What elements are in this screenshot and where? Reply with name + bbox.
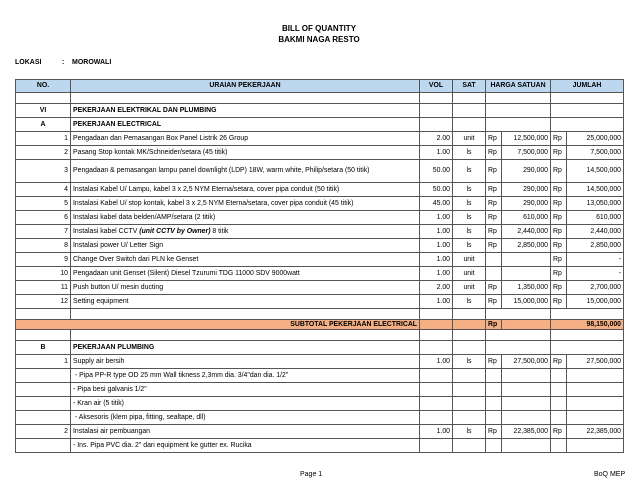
item-currency: Rp xyxy=(486,239,502,253)
item-price: 27,500,000 xyxy=(502,355,551,369)
item-total: 610,000 xyxy=(567,211,624,225)
item-total: 14,500,000 xyxy=(567,160,624,183)
item-currency: Rp xyxy=(486,197,502,211)
item-vol: 2.00 xyxy=(420,132,453,146)
item-sat: ls xyxy=(453,160,486,183)
item-price xyxy=(502,253,551,267)
item-currency: Rp xyxy=(551,211,567,225)
item-currency: Rp xyxy=(551,425,567,439)
item-sat: ls xyxy=(453,183,486,197)
item-sat: ls xyxy=(453,425,486,439)
item-no: 3 xyxy=(16,160,71,183)
item-total: 15,000,000 xyxy=(567,295,624,309)
item-currency: Rp xyxy=(551,281,567,295)
table-row xyxy=(16,197,624,211)
boq-table xyxy=(15,79,624,453)
table-row xyxy=(16,211,624,225)
item-sat: ls xyxy=(453,146,486,160)
table-row xyxy=(16,425,624,439)
item-price: 290,000 xyxy=(502,160,551,183)
item-total: 22,385,000 xyxy=(567,425,624,439)
item-price: 12,500,000 xyxy=(502,132,551,146)
item-sat: ls xyxy=(453,211,486,225)
footer-label: BoQ MEP xyxy=(594,471,626,478)
item-total: 13,050,000 xyxy=(567,197,624,211)
sub-item-desc: - Ins. Pipa PVC dia. 2" dari equipment ke gutter ex. Rucika xyxy=(71,439,420,453)
item-total: 2,440,000 xyxy=(567,225,624,239)
item-total: 7,500,000 xyxy=(567,146,624,160)
location-separator: : xyxy=(62,59,65,66)
table-row xyxy=(16,253,624,267)
item-vol: 1.00 xyxy=(420,239,453,253)
sub-item-row xyxy=(16,369,624,383)
item-sat: ls xyxy=(453,355,486,369)
sub-item-desc: - Pipa PP-R type OD 25 mm Wall tikness 2,3mm dia. 3/4"dan dia. 1/2" xyxy=(71,369,420,383)
item-desc: Instalasi Kabel U/ Lampu, kabel 3 x 2,5 NYM Eterna/setara, cover pipa conduit (50 titik) xyxy=(71,183,420,197)
item-currency: Rp xyxy=(486,281,502,295)
header-vol: VOL xyxy=(420,80,453,93)
item-sat: unit xyxy=(453,281,486,295)
item-no: 10 xyxy=(16,267,71,281)
header-no: NO. xyxy=(16,80,71,93)
item-desc: Instalasi Kabel U/ stop kontak, kabel 3 x 2,5 NYM Eterna/setara, cover pipa conduit (45 titik) xyxy=(71,197,420,211)
table-row xyxy=(16,160,624,183)
item-desc: Instalasi air pembuangan xyxy=(71,425,420,439)
table-row xyxy=(16,183,624,197)
table-row xyxy=(16,239,624,253)
location-value: MOROWALI xyxy=(72,59,112,66)
item-desc: Setting equipment xyxy=(71,295,420,309)
item-no: 9 xyxy=(16,253,71,267)
item-currency: Rp xyxy=(551,146,567,160)
item-total: 2,700,000 xyxy=(567,281,624,295)
sub-item-desc: - Aksesoris (klem pipa, fitting, sealtape, dll) xyxy=(71,411,420,425)
item-currency: Rp xyxy=(486,295,502,309)
item-currency: Rp xyxy=(551,225,567,239)
section-no: VI xyxy=(16,104,71,118)
item-desc-part: Instalasi kabel CCTV xyxy=(73,227,140,235)
table-row xyxy=(16,355,624,369)
item-currency: Rp xyxy=(486,355,502,369)
item-desc: Pengadaan & pemasangan lampu panel downlight (LDP) 18W, warm white, Philip/setara (50 titik) xyxy=(71,160,420,183)
item-currency: Rp xyxy=(551,160,567,183)
item-total: - xyxy=(567,267,624,281)
item-currency: Rp xyxy=(486,132,502,146)
item-desc-part: 8 titik xyxy=(210,227,229,235)
item-vol: 1.00 xyxy=(420,295,453,309)
table-row xyxy=(16,225,624,239)
item-desc: Instalasi power U/ Letter Sign xyxy=(71,239,420,253)
header-sat: SAT xyxy=(453,80,486,93)
item-price: 7,500,000 xyxy=(502,146,551,160)
item-currency xyxy=(486,253,502,267)
header-desc: URAIAN PEKERJAAN xyxy=(71,80,420,93)
section-title: PEKERJAAN ELECTRICAL xyxy=(71,118,420,132)
spacer-row xyxy=(16,309,624,320)
sub-item-row xyxy=(16,397,624,411)
item-price: 290,000 xyxy=(502,183,551,197)
header-unit-price: HARGA SATUAN xyxy=(486,80,551,93)
subtotal-value: 98,150,000 xyxy=(551,320,624,330)
item-sat: unit xyxy=(453,267,486,281)
sub-item-row xyxy=(16,411,624,425)
item-vol: 2.00 xyxy=(420,281,453,295)
spacer-row xyxy=(16,330,624,341)
item-vol: 50.00 xyxy=(420,160,453,183)
sub-item-desc: - Pipa besi galvanis 1/2" xyxy=(71,383,420,397)
item-vol: 1.00 xyxy=(420,253,453,267)
item-sat: ls xyxy=(453,197,486,211)
item-vol: 45.00 xyxy=(420,197,453,211)
item-sat: ls xyxy=(453,225,486,239)
item-price xyxy=(502,267,551,281)
item-currency: Rp xyxy=(551,267,567,281)
item-no: 4 xyxy=(16,183,71,197)
item-desc: Push button U/ mesin ducting xyxy=(71,281,420,295)
item-currency: Rp xyxy=(486,146,502,160)
section-title: PEKERJAAN PLUMBING xyxy=(71,341,420,355)
item-price: 1,350,000 xyxy=(502,281,551,295)
item-sat: ls xyxy=(453,239,486,253)
section-a-row xyxy=(16,118,624,132)
item-vol: 1.00 xyxy=(420,211,453,225)
item-no: 7 xyxy=(16,225,71,239)
item-currency: Rp xyxy=(551,355,567,369)
item-no: 1 xyxy=(16,355,71,369)
sub-item-row xyxy=(16,439,624,453)
table-row xyxy=(16,281,624,295)
item-price: 610,000 xyxy=(502,211,551,225)
item-currency: Rp xyxy=(486,183,502,197)
item-price: 2,440,000 xyxy=(502,225,551,239)
item-no: 11 xyxy=(16,281,71,295)
item-currency: Rp xyxy=(551,253,567,267)
item-no: 12 xyxy=(16,295,71,309)
item-vol: 1.00 xyxy=(420,225,453,239)
sub-item-row xyxy=(16,383,624,397)
item-total: - xyxy=(567,253,624,267)
item-desc-emphasis: (unit CCTV by Owner) xyxy=(139,227,211,235)
header-total: JUMLAH xyxy=(551,80,624,93)
spacer-row xyxy=(16,93,624,104)
item-price: 22,385,000 xyxy=(502,425,551,439)
item-no: 1 xyxy=(16,132,71,146)
item-price: 15,000,000 xyxy=(502,295,551,309)
item-vol: 1.00 xyxy=(420,267,453,281)
table-row xyxy=(16,295,624,309)
item-desc: Pengadaan dan Pemasangan Box Panel Listrik 26 Group xyxy=(71,132,420,146)
item-vol: 50.00 xyxy=(420,183,453,197)
item-currency: Rp xyxy=(551,183,567,197)
item-desc: Pasang Stop kontak MK/Schneider/setara (45 titik) xyxy=(71,146,420,160)
item-currency: Rp xyxy=(486,425,502,439)
item-price: 290,000 xyxy=(502,197,551,211)
table-header xyxy=(16,80,624,93)
item-price: 2,850,000 xyxy=(502,239,551,253)
item-no: 2 xyxy=(16,146,71,160)
item-total: 2,850,000 xyxy=(567,239,624,253)
item-vol: 1.00 xyxy=(420,425,453,439)
item-currency: Rp xyxy=(551,197,567,211)
item-currency: Rp xyxy=(486,160,502,183)
item-currency: Rp xyxy=(486,211,502,225)
doc-subtitle: BAKMI NAGA RESTO xyxy=(278,35,360,44)
item-no: 6 xyxy=(16,211,71,225)
item-no: 2 xyxy=(16,425,71,439)
section-vi-row xyxy=(16,104,624,118)
item-sat: unit xyxy=(453,253,486,267)
subtotal-currency: Rp xyxy=(486,320,502,330)
item-desc: Supply air bersih xyxy=(71,355,420,369)
item-vol: 1.00 xyxy=(420,355,453,369)
item-desc xyxy=(71,225,420,239)
item-desc: Instalasi kabel data belden/AMP/setara (2 titik) xyxy=(71,211,420,225)
doc-title: BILL OF QUANTITY xyxy=(281,24,357,33)
item-desc: Change Over Switch dari PLN ke Genset xyxy=(71,253,420,267)
subtotal-label: SUBTOTAL PEKERJAAN ELECTRICAL xyxy=(16,320,420,330)
table-row xyxy=(16,146,624,160)
item-currency: Rp xyxy=(551,132,567,146)
item-total: 27,500,000 xyxy=(567,355,624,369)
item-currency xyxy=(486,267,502,281)
section-no: B xyxy=(16,341,71,355)
section-b-row xyxy=(16,341,624,355)
item-currency: Rp xyxy=(551,295,567,309)
item-sat: unit xyxy=(453,132,486,146)
item-total: 14,500,000 xyxy=(567,183,624,197)
item-currency: Rp xyxy=(551,239,567,253)
page-number: Page 1 xyxy=(300,471,323,478)
subtotal-row xyxy=(16,320,624,330)
item-total: 25,000,000 xyxy=(567,132,624,146)
item-desc: Pengadaan unit Genset (Silent) Diesel Tzurumi TDG 11000 SDV 9000watt xyxy=(71,267,420,281)
table-row xyxy=(16,132,624,146)
item-no: 5 xyxy=(16,197,71,211)
location-label: LOKASI xyxy=(15,59,42,66)
item-sat: ls xyxy=(453,295,486,309)
sub-item-desc: - Kran air (5 titik) xyxy=(71,397,420,411)
item-currency: Rp xyxy=(486,225,502,239)
section-no: A xyxy=(16,118,71,132)
section-title: PEKERJAAN ELEKTRIKAL DAN PLUMBING xyxy=(71,104,420,118)
table-row xyxy=(16,267,624,281)
item-no: 8 xyxy=(16,239,71,253)
item-vol: 1.00 xyxy=(420,146,453,160)
